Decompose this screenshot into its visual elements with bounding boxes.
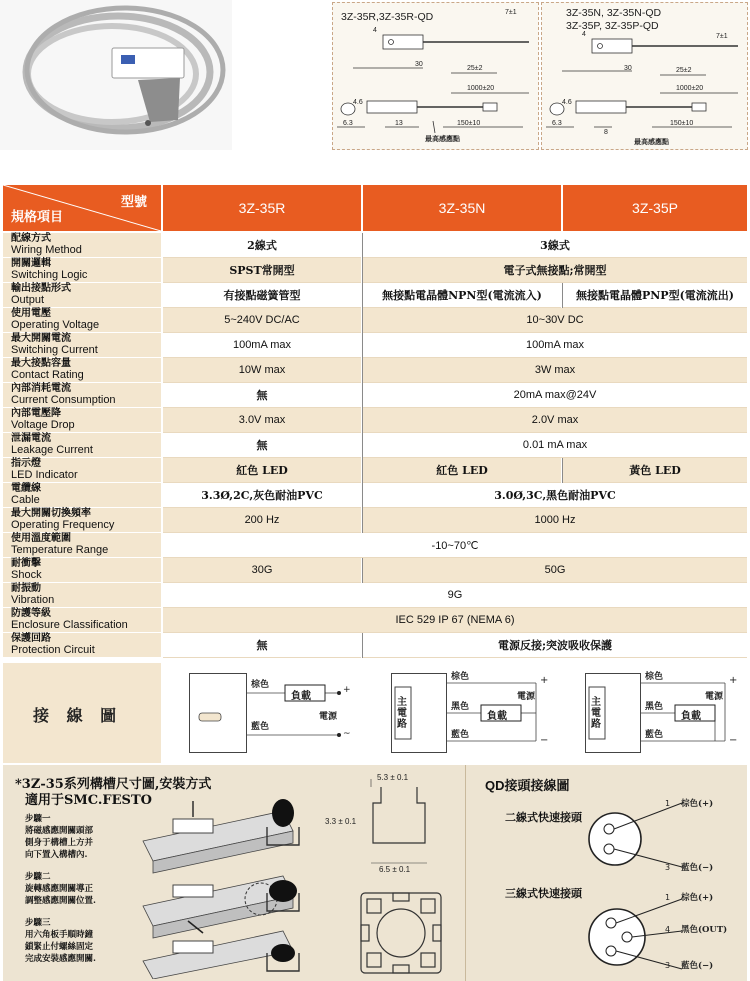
column-header-p: 3Z-35P — [563, 185, 747, 231]
wire-black-label: 黑色 — [451, 702, 470, 712]
row-label-en: Operating Voltage — [11, 319, 100, 331]
table-row — [3, 358, 747, 383]
spec-value: 紅色 LED — [363, 458, 561, 483]
mounting-title-2: 適用于SMC.FESTO — [25, 793, 152, 808]
dimension-drawing-np — [541, 2, 748, 150]
row-label-cn: 指示燈 — [11, 458, 41, 469]
qd-two-wire-label: 二線式快速接頭 — [505, 811, 582, 824]
column-separator — [362, 433, 363, 458]
step-text-line: 側身于構槽上方并 — [25, 838, 94, 848]
row-label-en: Operating Frequency — [11, 519, 115, 531]
column-separator — [362, 508, 363, 533]
drawing-title-2: 3Z-35P, 3Z-35P-QD — [566, 20, 659, 32]
spec-value: 無 — [163, 383, 361, 408]
bottom-divider — [465, 765, 466, 981]
main-circuit-label: 主電路 — [397, 697, 407, 730]
column-separator — [362, 283, 363, 308]
row-label-en: Protection Circuit — [11, 644, 95, 656]
qd-title: QD接頭接線圖 — [485, 778, 570, 793]
row-label — [3, 458, 161, 483]
power-label: 電源 — [517, 692, 536, 702]
row-label-en: Temperature Range — [11, 544, 109, 556]
row-label — [3, 408, 161, 433]
slot-cross-sections — [263, 793, 303, 973]
wire-brown-label: 棕色 — [451, 672, 470, 682]
dim-6-3: 6.3 — [343, 120, 353, 127]
step-text-line: 用六角板手順時鐘 — [25, 930, 94, 940]
spec-value: 0.01 mA max — [363, 433, 747, 458]
table-row — [3, 333, 747, 358]
row-label — [3, 333, 161, 358]
slot-dim-side: 3.3 ± 0.1 — [325, 817, 357, 826]
spec-value: 3.0V max — [163, 408, 361, 433]
power-label: 電源 — [319, 712, 338, 722]
row-label-en: Voltage Drop — [11, 419, 75, 431]
row-label — [3, 558, 161, 583]
dim-25: 25±2 — [676, 67, 692, 74]
row-label-cn: 輸出接點形式 — [11, 283, 71, 294]
column-separator — [362, 408, 363, 433]
pin-number: 4 — [665, 925, 671, 934]
spec-value: 3線式 — [363, 233, 747, 258]
row-label — [3, 258, 161, 283]
row-label — [3, 383, 161, 408]
table-row — [3, 383, 747, 408]
row-label-cn: 使用溫度範圍 — [11, 533, 71, 544]
wiring-label: 接 線 圖 — [33, 706, 123, 725]
dim-7: 7±1 — [505, 9, 517, 16]
table-row — [3, 283, 747, 308]
spec-value: 5~240V DC/AC — [163, 308, 361, 333]
mounting-step-2 — [25, 871, 96, 907]
step-text-line: 向下置入構槽內. — [25, 850, 88, 860]
row-label — [3, 308, 161, 333]
bottom-section — [3, 765, 747, 981]
drawing-title: 3Z-35R,3Z-35R-QD — [341, 11, 434, 23]
dim-4-6: 4.6 — [562, 99, 572, 106]
spec-value: SPST常開型 — [163, 258, 361, 283]
spec-value: 1000 Hz — [363, 508, 747, 533]
plus-sign: + — [540, 675, 549, 686]
wire-brown-label: 棕色 — [645, 672, 664, 682]
column-separator — [362, 458, 363, 483]
dim-1000: 1000±20 — [467, 85, 495, 92]
dim-4: 4 — [373, 27, 377, 34]
table-row — [3, 433, 747, 458]
wire-blue-label: 藍色 — [251, 722, 270, 732]
column-header-n: 3Z-35N — [363, 185, 561, 231]
wiring-diagram-n — [391, 673, 551, 753]
row-label-en: Enclosure Classification — [11, 619, 128, 631]
spec-value: 3W max — [363, 358, 747, 383]
row-label-cn: 最大開關電流 — [11, 333, 71, 344]
dim-4: 4 — [582, 31, 586, 38]
row-label-en: Leakage Current — [11, 444, 93, 456]
pin-number: 1 — [665, 893, 671, 902]
row-label-cn: 最大接點容量 — [11, 358, 71, 369]
slot-dim-top: 5.3 ± 0.1 — [377, 773, 409, 782]
wiring-diagram-p — [585, 673, 745, 753]
row-label-cn: 配線方式 — [11, 233, 51, 244]
row-label-cn: 最大開關切換頻率 — [11, 508, 91, 519]
row-label-en: Output — [11, 294, 45, 306]
wiring-label-cell — [3, 663, 161, 763]
slot-dim-bottom: 6.5 ± 0.1 — [379, 865, 411, 874]
mounting-step-3 — [25, 917, 96, 965]
row-label-en: Switching Logic — [11, 269, 88, 281]
spec-value: 20mA max@24V — [363, 383, 747, 408]
table-row — [3, 308, 747, 333]
spec-value: 黃色 LED — [563, 458, 747, 483]
step-title: 步驟三 — [25, 918, 51, 928]
pin-label: 藍色(−) — [681, 863, 714, 873]
column-separator — [362, 558, 363, 583]
column-separator — [362, 633, 363, 658]
table-row — [3, 608, 747, 633]
row-label-cn: 內部消耗電流 — [11, 383, 71, 394]
spec-value: 有接點磁簧管型 — [163, 283, 361, 308]
column-separator — [362, 358, 363, 383]
column-separator — [362, 308, 363, 333]
step-text-line: 旋轉感應開關導正 — [25, 884, 94, 894]
pin-number: 3 — [665, 961, 671, 970]
dim-6-3: 6.3 — [552, 120, 562, 127]
dimension-drawing-r — [332, 2, 539, 150]
spec-value: 10~30V DC — [363, 308, 747, 333]
row-label-cn: 泄漏電流 — [11, 433, 51, 444]
spec-value: 100mA max — [163, 333, 361, 358]
row-label-cn: 電纜線 — [11, 483, 41, 494]
wire-blue-label: 藍色 — [451, 730, 470, 740]
table-row — [3, 508, 747, 533]
plus-sign: + — [343, 685, 351, 695]
table-row — [3, 483, 747, 508]
table-row — [3, 583, 747, 608]
row-label — [3, 233, 161, 258]
corner-spec-label: 規格項目 — [11, 210, 64, 225]
row-label-en: Contact Rating — [11, 369, 84, 381]
spec-value: IEC 529 IP 67 (NEMA 6) — [163, 608, 747, 633]
dim-1000: 1000±20 — [676, 85, 704, 92]
wire-brown-label: 棕色 — [251, 680, 270, 690]
sensing-point-label: 最高感應點 — [634, 137, 669, 146]
main-circuit-label: 主電路 — [591, 697, 601, 730]
load-box: 負載 — [291, 691, 311, 702]
dim-13: 13 — [395, 120, 403, 127]
step-text-line: 調整感應開關位置. — [25, 896, 96, 906]
wire-black-label: 黑色 — [645, 702, 664, 712]
dim-150: 150±10 — [670, 120, 694, 127]
row-label-cn: 保護回路 — [11, 633, 51, 644]
row-label — [3, 608, 161, 633]
spec-value: 10W max — [163, 358, 361, 383]
dim-7: 7±1 — [716, 33, 728, 40]
spec-value: 無接點電晶體NPN型(電流流入) — [363, 283, 561, 308]
spec-value: 紅色 LED — [163, 458, 361, 483]
pin-label: 棕色(+) — [681, 893, 714, 903]
row-label-en: Wiring Method — [11, 244, 82, 256]
spec-value: -10~70℃ — [163, 533, 747, 558]
row-label-en: Shock — [11, 569, 42, 581]
row-label — [3, 533, 161, 558]
table-row — [3, 458, 747, 483]
row-label — [3, 483, 161, 508]
row-label-en: LED Indicator — [11, 469, 78, 481]
row-label-cn: 內部電壓降 — [11, 408, 61, 419]
row-label-cn: 開關邏輯 — [11, 258, 51, 269]
row-label-en: Switching Current — [11, 344, 98, 356]
spec-value: 9G — [163, 583, 747, 608]
table-row — [3, 408, 747, 433]
spec-value: 100mA max — [363, 333, 747, 358]
spec-value: 無 — [163, 633, 361, 658]
spec-value: 電子式無接點;常開型 — [363, 258, 747, 283]
spec-value: 200 Hz — [163, 508, 361, 533]
row-label — [3, 358, 161, 383]
wire-blue-label: 藍色 — [645, 730, 664, 740]
table-row — [3, 633, 747, 658]
row-label — [3, 433, 161, 458]
slot-dimension-drawing — [321, 773, 451, 978]
dim-30: 30 — [415, 61, 423, 68]
pin-label: 黑色(OUT) — [681, 925, 728, 935]
row-label-en: Current Consumption — [11, 394, 116, 406]
column-separator — [562, 458, 563, 483]
mounting-step-1 — [25, 813, 93, 861]
spec-value: 電源反接;突波吸收保護 — [363, 633, 747, 658]
table-row — [3, 258, 747, 283]
pin-number: 1 — [665, 799, 671, 808]
drawing-title-1: 3Z-35N, 3Z-35N-QD — [566, 7, 662, 19]
ac-sign: ~ — [343, 729, 351, 739]
column-separator — [362, 258, 363, 283]
dim-8: 8 — [604, 129, 608, 136]
plus-sign: + — [729, 675, 738, 686]
step-title: 步驟二 — [25, 872, 51, 882]
table-row — [3, 233, 747, 258]
step-text-line: 將磁感應開關頭部 — [25, 826, 94, 836]
spec-value: 3.3Ø,2C,灰色耐油PVC — [163, 483, 361, 508]
row-label-cn: 使用電壓 — [11, 308, 51, 319]
load-box: 負載 — [681, 711, 701, 722]
spec-value: 無接點電晶體PNP型(電流流出) — [563, 283, 747, 308]
column-separator — [562, 283, 563, 308]
dim-150: 150±10 — [457, 120, 481, 127]
dim-30: 30 — [624, 65, 632, 72]
table-row — [3, 533, 747, 558]
minus-sign: − — [540, 735, 549, 746]
pin-number: 3 — [665, 863, 671, 872]
row-label-cn: 耐振動 — [11, 583, 41, 594]
column-separator — [362, 383, 363, 408]
row-label — [3, 633, 161, 658]
row-label-cn: 防護等級 — [11, 608, 51, 619]
table-row — [3, 558, 747, 583]
power-label: 電源 — [705, 692, 724, 702]
row-label — [3, 283, 161, 308]
step-text-line: 鎖緊止付螺絲固定 — [25, 942, 94, 952]
mounting-title-1: *3Z-35系列構槽尺寸圖,安裝方式 — [15, 777, 212, 792]
qd-three-wire-label: 三線式快速接頭 — [505, 887, 582, 900]
column-separator — [362, 483, 363, 508]
pin-label: 藍色(−) — [681, 961, 714, 971]
row-label-en: Vibration — [11, 594, 55, 606]
column-header-r: 3Z-35R — [163, 185, 361, 231]
column-separator — [362, 233, 363, 258]
spec-value: 2線式 — [163, 233, 361, 258]
pin-label: 棕色(+) — [681, 799, 714, 809]
corner-model-label: 型號 — [120, 195, 147, 210]
spec-value: 50G — [363, 558, 747, 583]
spec-value: 無 — [163, 433, 361, 458]
dim-25: 25±2 — [467, 65, 483, 72]
step-text-line: 完成安裝感應開關. — [25, 954, 96, 964]
spec-value: 2.0V max — [363, 408, 747, 433]
product-photo — [0, 0, 232, 150]
spec-value: 3.0Ø,3C,黑色耐油PVC — [363, 483, 747, 508]
row-label — [3, 583, 161, 608]
sensing-point-label: 最高感應點 — [425, 134, 460, 143]
row-label-cn: 耐衝擊 — [11, 558, 41, 569]
minus-sign: − — [729, 735, 738, 746]
dim-4-6: 4.6 — [353, 99, 363, 106]
table-corner-header — [3, 185, 161, 231]
wiring-diagram-r — [189, 673, 349, 753]
row-label — [3, 508, 161, 533]
load-box: 負載 — [487, 711, 507, 722]
spec-value: 30G — [163, 558, 361, 583]
row-label-en: Cable — [11, 494, 40, 506]
step-title: 步驟一 — [25, 814, 51, 824]
column-separator — [362, 333, 363, 358]
